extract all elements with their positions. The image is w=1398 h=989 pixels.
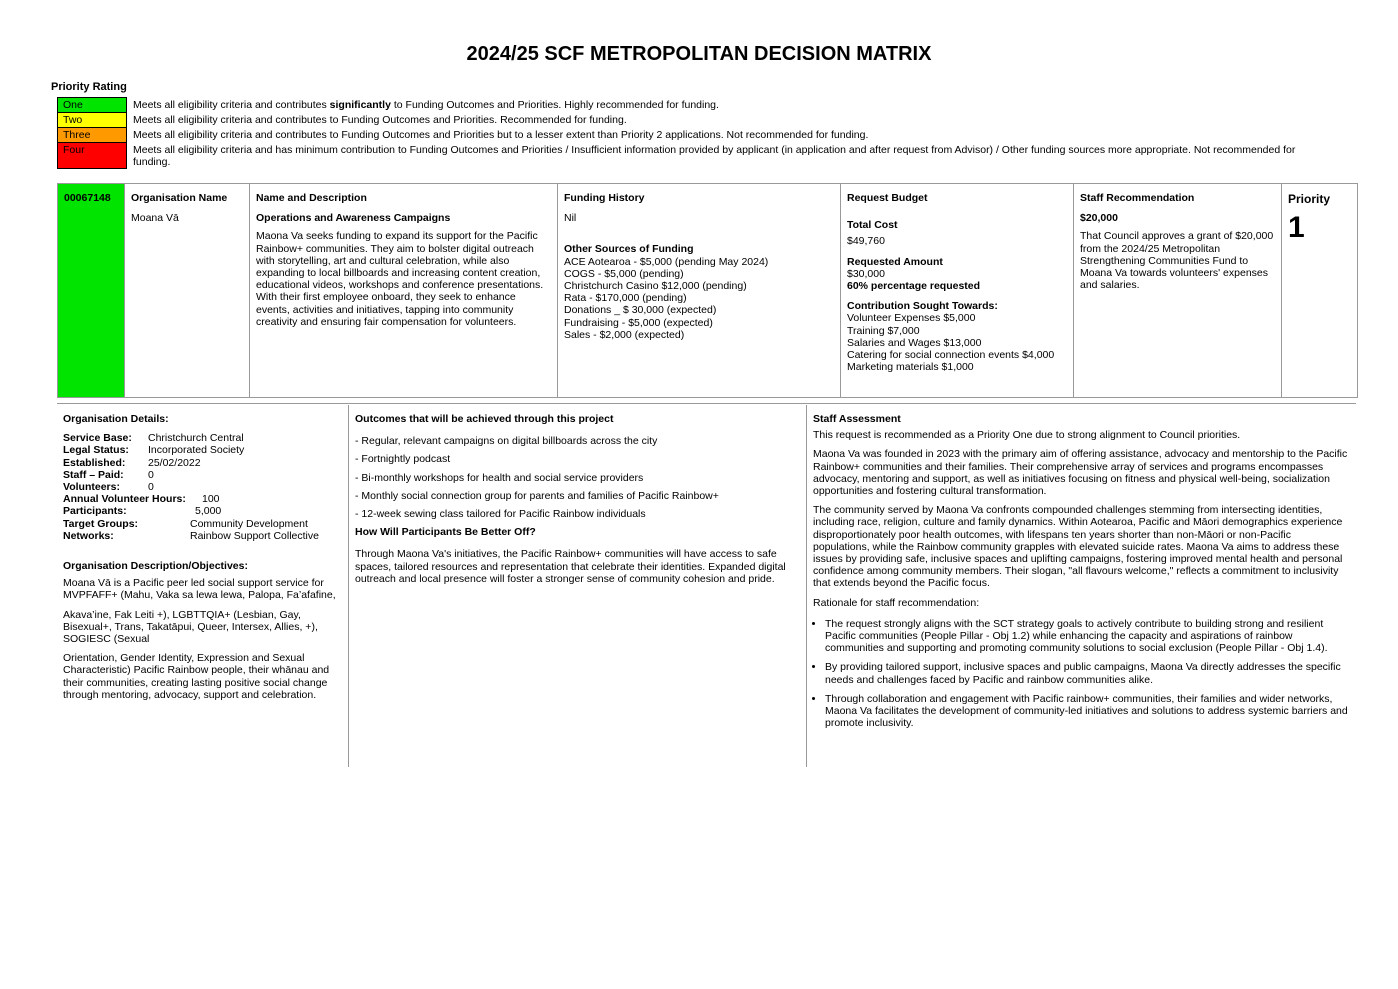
organisation-details <box>57 405 349 767</box>
contribution-item: Marketing materials $1,000 <box>847 361 974 374</box>
funding-history: Nil <box>564 212 577 225</box>
rationale-list <box>813 618 1350 730</box>
contribution-item: Training $7,000 <box>847 324 920 337</box>
priority-swatch-three: Three <box>58 128 127 143</box>
budget-cell <box>841 184 1074 397</box>
outcome-item: - 12-week sewing class tailored for Pacific Rainbow individuals <box>355 508 646 521</box>
details-section <box>57 405 1356 767</box>
project-name: Operations and Awareness Campaigns <box>256 212 451 225</box>
other-source-item: Christchurch Casino $12,000 (pending) <box>564 280 747 293</box>
other-sources-list <box>564 256 834 341</box>
budget-heading: Request Budget <box>847 192 928 204</box>
application-id-cell <box>58 184 125 397</box>
total-cost-label: Total Cost <box>847 219 898 232</box>
outcomes-heading: Outcomes that will be achieved through this project <box>355 413 614 425</box>
better-off-heading: How Will Participants Be Better Off? <box>355 526 536 539</box>
requested-amount: $30,000 <box>847 267 885 280</box>
other-sources-heading: Other Sources of Funding <box>564 243 694 256</box>
application-id: 00067148 <box>64 192 111 204</box>
org-detail-row: Annual Volunteer Hours: 100 <box>63 493 220 506</box>
priority-swatch-one: One <box>58 98 127 113</box>
contribution-item: Salaries and Wages $13,000 <box>847 336 982 349</box>
priority-rating-legend <box>57 97 1318 169</box>
priority-rating-heading: Priority Rating <box>51 81 127 93</box>
assessment-paragraph: Maona Va was founded in 2023 with the primary aim of offering assistance, advocacy and mentorship to the Pacific Rainbow+ communities and their families. Their comprehensive array of services and programs encompasses advocacy, mentoring and support, as well as initiatives focusing on fitness and physical well-being, socialization opportunities and fostering cultural transformation. <box>813 448 1348 498</box>
priority-desc-one: Meets all eligibility criteria and contributes significantly to Funding Outcomes and Priorities. Highly recommended for funding. <box>133 98 719 111</box>
rationale-item: • By providing tailored support, inclusive spaces and public campaigns, Maona Va directly addresses the specific needs and challenges faced by Pacific and rainbow communities alike. <box>825 661 1350 685</box>
assessment-paragraph: Rationale for staff recommendation: <box>813 596 980 609</box>
better-off-text: Through Maona Va's initiatives, the Pacific Rainbow+ communities will have access to safe spaces, tailored resources and representation that celebrate their identities. Expanded digital outreach and local presence will foster a stronger sense of community cohesion and pride. <box>355 548 786 585</box>
percentage-requested: 60% percentage requested <box>847 280 981 293</box>
outcome-item: - Monthly social connection group for parents and families of Pacific Rainbow+ <box>355 489 719 502</box>
other-source-item: COGS - $5,000 (pending) <box>564 267 684 280</box>
org-detail-row: Target Groups: Community Development <box>63 517 308 530</box>
priority-row-three <box>58 128 1318 143</box>
application-summary <box>57 183 1358 398</box>
org-detail-row: Participants: 5,000 <box>63 505 222 518</box>
project-description: Maona Va seeks funding to expand its support for the Pacific Rainbow+ communities. They aim to bolster digital outreach with storytelling, art and cultural celebration, while also expanding to local billboards and increasing content creation, educational videos, workshops and conference presentations. With their first employee onboard, they seek to enhance events, activities and initiatives, tapping into community creativity and ensuring fair compensation for volunteers. <box>256 230 544 328</box>
staff-assessment <box>807 405 1356 767</box>
org-detail-row: Service Base: Christchurch Central <box>63 432 244 445</box>
priority-swatch-two: Two <box>58 113 127 128</box>
org-description-paragraph: Moana Vā is a Pacific peer led social support service for MVPFAFF+ (Mahu, Vaka sa lewa lewa, Palopa, Fa’afafine, <box>63 577 336 602</box>
other-source-item: Sales - $2,000 (expected) <box>564 328 685 341</box>
priority-desc-three: Meets all eligibility criteria and contributes to Funding Outcomes and Priorities but to a lesser extent than Priority 2 applications. Not recommended for funding. <box>133 128 869 141</box>
org-detail-row: Networks: Rainbow Support Collective <box>63 529 319 542</box>
description-heading: Name and Description <box>256 192 367 204</box>
org-name: Moana Vā <box>131 212 179 225</box>
org-description-paragraph: Orientation, Gender Identity, Expression and Sexual Characteristic) Pacific Rainbow people, their whānau and their communities, creating lasting positive social change through mentoring, advocacy, support and celebration. <box>63 652 330 701</box>
other-source-item: Rata - $170,000 (pending) <box>564 292 687 305</box>
priority-value: 1 <box>1288 211 1305 245</box>
rationale-item: • Through collaboration and engagement with Pacific rainbow+ communities, their families and wider networks, Maona Va facilitates the development of community-led initiatives and solutions to address systemic barriers and promote inclusivity. <box>825 693 1350 730</box>
org-detail-row: Established: 25/02/2022 <box>63 456 201 469</box>
priority-row-two <box>58 113 1318 128</box>
funding-cell <box>558 184 841 397</box>
other-source-item: Donations _ $ 30,000 (expected) <box>564 304 717 317</box>
project-outcomes <box>349 405 807 767</box>
org-detail-row: Legal Status: Incorporated Society <box>63 444 245 457</box>
priority-desc-two: Meets all eligibility criteria and contributes to Funding Outcomes and Priorities. Recommended for funding. <box>133 113 627 126</box>
staff-assessment-heading: Staff Assessment <box>813 413 901 425</box>
assessment-paragraph: This request is recommended as a Priority One due to strong alignment to Council priorities. <box>813 429 1241 442</box>
contribution-item: Volunteer Expenses $5,000 <box>847 312 976 325</box>
other-source-item: ACE Aotearoa - $5,000 (pending May 2024) <box>564 255 769 268</box>
description-cell <box>250 184 558 397</box>
priority-heading: Priority <box>1288 192 1331 206</box>
org-detail-row: Staff – Paid: 0 <box>63 468 154 481</box>
staff-recommendation-heading: Staff Recommendation <box>1080 192 1195 204</box>
assessment-paragraph: The community served by Maona Va confronts compounded challenges stemming from intersecting identities, including race, religion, culture and family dynamics. Within Aotearoa, Pacific and Māori demographics experience disproportionately poor health outcomes, with lifespans ten years shorter than non-Māori or non-Pacific populations, while the Rainbow community grapples with elevated suicide rates. Maona Va aims to address these issues by providing safe, inclusive spaces and uplifting campaigns, fostering improved mental health and personal confidence among community members. Their slogan, "all flavours welcome," reflects a commitment to inclusivity that extends beyond the Pacific focus. <box>813 504 1343 590</box>
org-details-heading: Organisation Details: <box>63 413 169 425</box>
org-description-heading: Organisation Description/Objectives: <box>63 560 248 573</box>
page-title: 2024/25 SCF METROPOLITAN DECISION MATRIX <box>466 43 932 65</box>
contribution-heading: Contribution Sought Towards: <box>847 300 998 313</box>
org-description-paragraph: Akava’ine, Fak Leiti +), LGBTTQIA+ (Lesbian, Gay, Bisexual+, Trans, Takatāpui, Queer, Intersex, Allies, +), SOGIESC (Sexual <box>63 608 318 646</box>
priority-row-four <box>58 143 1318 169</box>
org-name-heading: Organisation Name <box>131 192 228 204</box>
organisation-cell <box>125 184 250 397</box>
priority-cell <box>1282 184 1357 397</box>
contribution-list <box>847 312 1067 373</box>
section-divider <box>57 403 1356 404</box>
outcome-item: - Bi-monthly workshops for health and social service providers <box>355 471 644 484</box>
contribution-item: Catering for social connection events $4,000 <box>847 349 1055 362</box>
org-detail-row: Volunteers: 0 <box>63 481 154 494</box>
priority-desc-four: Meets all eligibility criteria and has minimum contribution to Funding Outcomes and Priorities / Insufficient information provided by applicant (in application and after request from Advisor) / Other funding sources more appropriate. Not recommended for funding. <box>133 143 1296 168</box>
priority-swatch-four: Four <box>58 143 127 169</box>
staff-recommendation-text: That Council approves a grant of $20,000 from the 2024/25 Metropolitan Strengthening Communities Fund to Moana Va towards volunteers' expenses and salaries. <box>1080 230 1274 292</box>
other-source-item: Fundraising - $5,000 (expected) <box>564 316 713 329</box>
staff-recommended-amount: $20,000 <box>1080 212 1118 225</box>
funding-history-heading: Funding History <box>564 192 645 204</box>
requested-amount-label: Requested Amount <box>847 255 943 268</box>
outcome-item: - Fortnightly podcast <box>355 453 451 466</box>
priority-row-one <box>58 98 1318 113</box>
rationale-item: • The request strongly aligns with the SCT strategy goals to actively contribute to building strong and resilient Pacific communities (People Pillar - Obj 1.2) while enhancing the capacity and aspirations of rainbow communities and supporting and promoting community solutions to social exclusion (People Pillar - Obj 1.4). <box>825 618 1350 655</box>
staff-recommendation-cell <box>1074 184 1282 397</box>
total-cost: $49,760 <box>847 235 885 248</box>
outcome-item: - Regular, relevant campaigns on digital billboards across the city <box>355 435 658 448</box>
